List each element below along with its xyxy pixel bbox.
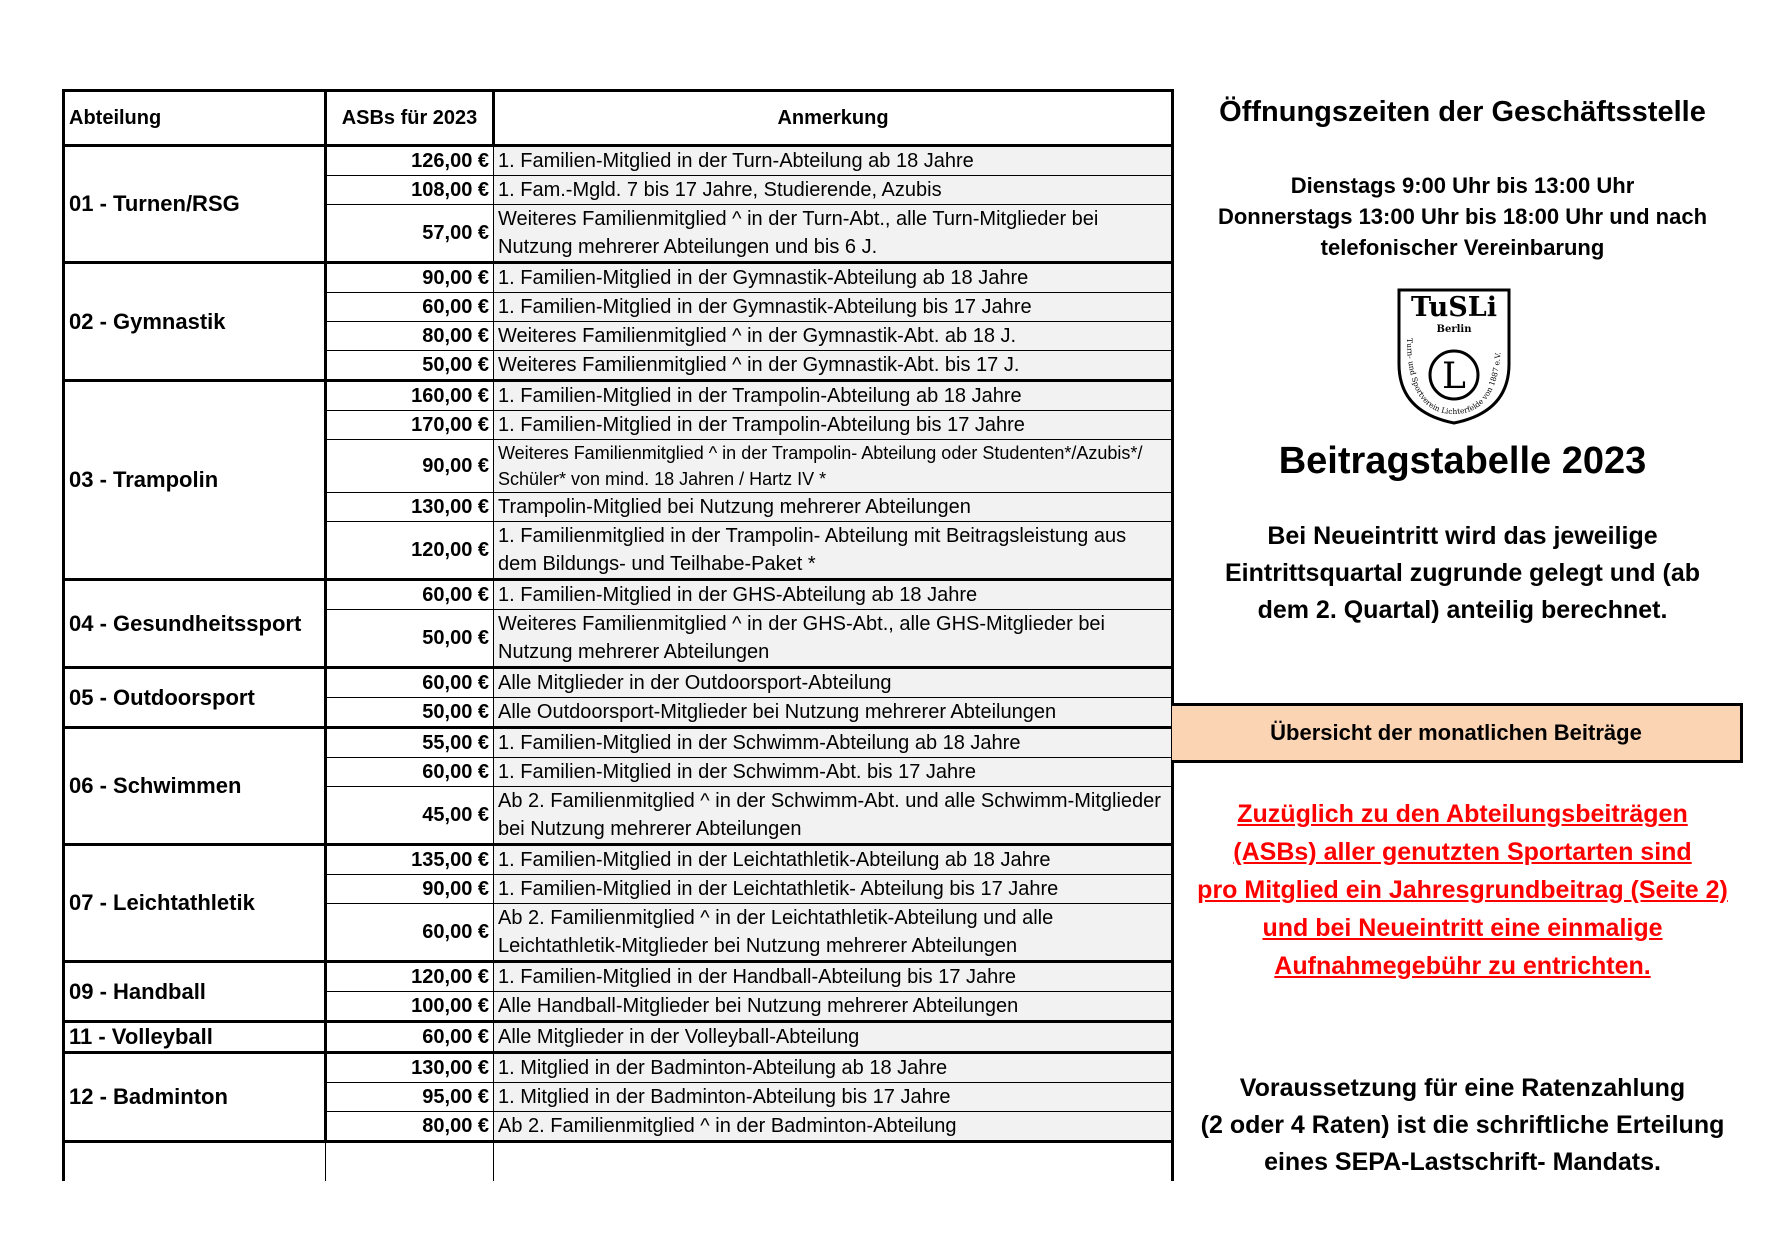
empty-row (64, 1142, 1173, 1182)
logo-ring-text: Turn- und Sportverein Lichterfelde von 1887 e.V. (1404, 338, 1503, 417)
fee-amount: 120,00 € (326, 522, 494, 580)
fee-amount: 130,00 € (326, 493, 494, 522)
fee-amount: 60,00 € (326, 1022, 494, 1053)
fee-amount: 90,00 € (326, 440, 494, 493)
installment-note (1175, 1070, 1750, 1181)
fee-amount: 126,00 € (326, 146, 494, 176)
fee-remark: 1. Familien-Mitglied in der Gymnastik-Abteilung bis 17 Jahre (494, 293, 1173, 322)
department-group (64, 728, 1173, 845)
fee-amount: 170,00 € (326, 411, 494, 440)
department-group (64, 1022, 1173, 1053)
empty-cell (64, 1142, 326, 1182)
department-name: 02 - Gymnastik (64, 263, 326, 381)
fee-remark: 1. Familien-Mitglied in der Handball-Abteilung bis 17 Jahre (494, 962, 1173, 992)
department-group (64, 263, 1173, 381)
logo-name: TuSLi (1411, 292, 1497, 323)
fee-amount: 60,00 € (326, 668, 494, 698)
opening-line-appointment: telefonischer Vereinbarung (1320, 235, 1605, 260)
opening-line-tuesday: Dienstags 9:00 Uhr bis 13:00 Uhr (1290, 173, 1635, 198)
fee-remark: 1. Familienmitglied in der Trampolin- Abteilung mit Beitragsleistung aus dem Bildungs- und Teilhabe-Paket * (494, 522, 1173, 580)
fee-remark: Alle Mitglieder in der Outdoorsport-Abteilung (494, 668, 1173, 698)
fee-remark: Alle Handball-Mitglieder bei Nutzung mehrerer Abteilungen (494, 992, 1173, 1022)
department-name: 05 - Outdoorsport (64, 668, 326, 728)
department-group (64, 580, 1173, 668)
fee-remark: Ab 2. Familienmitglied ^ in der Leichtathletik-Abteilung und alle Leichtathletik-Mitglieder bei Nutzung mehrerer Abteilungen (494, 904, 1173, 962)
department-group (64, 962, 1173, 1022)
department-name: 09 - Handball (64, 962, 326, 1022)
fee-remark: 1. Familien-Mitglied in der GHS-Abteilung ab 18 Jahre (494, 580, 1173, 610)
fee-remark: Weiteres Familienmitglied ^ in der Gymnastik-Abt. ab 18 J. (494, 322, 1173, 351)
fee-amount: 60,00 € (326, 580, 494, 610)
fee-amount: 108,00 € (326, 176, 494, 205)
empty-cell (494, 1142, 1173, 1182)
fee-amount: 45,00 € (326, 787, 494, 845)
neueintritt-line: Eintrittsquartal zugrunde gelegt und (ab (1225, 559, 1700, 587)
fee-amount: 60,00 € (326, 758, 494, 787)
department-group (64, 668, 1173, 728)
department-name: 12 - Badminton (64, 1053, 326, 1142)
fee-remark: Alle Outdoorsport-Mitglieder bei Nutzung mehrerer Abteilungen (494, 698, 1173, 728)
department-name: 06 - Schwimmen (64, 728, 326, 845)
fee-remark: Weiteres Familienmitglied ^ in der Turn-Abt., alle Turn-Mitglieder bei Nutzung mehrerer Abteilungen und bis 6 J. (494, 205, 1173, 263)
fee-remark: 1. Fam.-Mgld. 7 bis 17 Jahre, Studierende, Azubis (494, 176, 1173, 205)
fee-remark: 1. Familien-Mitglied in der Schwimm-Abt. bis 17 Jahre (494, 758, 1173, 787)
neueintritt-line: dem 2. Quartal) anteilig berechnet. (1257, 596, 1668, 624)
department-name: 04 - Gesundheitssport (64, 580, 326, 668)
department-name: 11 - Volleyball (64, 1022, 326, 1053)
red-note-line: Zuzüglich zu den Abteilungsbeiträgen (1237, 800, 1688, 828)
table-row (64, 263, 1173, 293)
table-row (64, 1053, 1173, 1083)
fee-remark: 1. Mitglied in der Badminton-Abteilung ab 18 Jahre (494, 1053, 1173, 1083)
club-logo (1393, 286, 1515, 426)
fee-remark: Ab 2. Familienmitglied ^ in der Schwimm-Abt. und alle Schwimm-Mitglieder bei Nutzung mehrerer Abteilungen (494, 787, 1173, 845)
fee-remark: Weiteres Familienmitglied ^ in der GHS-Abt., alle GHS-Mitglieder bei Nutzung mehrerer Abteilungen (494, 610, 1173, 668)
fee-amount: 95,00 € (326, 1083, 494, 1112)
fee-amount: 100,00 € (326, 992, 494, 1022)
department-group (64, 1053, 1173, 1142)
department-name: 01 - Turnen/RSG (64, 146, 326, 263)
additional-fees-note (1175, 795, 1750, 985)
fee-remark: Weiteres Familienmitglied ^ in der Trampolin- Abteilung oder Studenten*/Azubis*/ Schüler* von mind. 18 Jahren / Hartz IV * (494, 440, 1173, 493)
department-group (64, 845, 1173, 962)
fee-remark: Alle Mitglieder in der Volleyball-Abteilung (494, 1022, 1173, 1053)
fee-amount: 80,00 € (326, 1112, 494, 1142)
main-title: Beitragstabelle 2023 (1278, 440, 1647, 482)
fee-amount: 120,00 € (326, 962, 494, 992)
department-group (64, 146, 1173, 263)
department-group (64, 381, 1173, 580)
opening-line-thursday: Donnerstags 13:00 Uhr bis 18:00 Uhr und nach (1217, 204, 1708, 229)
fee-remark: 1. Familien-Mitglied in der Leichtathletik-Abteilung ab 18 Jahre (494, 845, 1173, 875)
neueintritt-line: Bei Neueintritt wird das jeweilige (1267, 522, 1658, 550)
red-note-line: pro Mitglied ein Jahresgrundbeitrag (Seite 2) (1197, 876, 1728, 904)
logo-letter: L (1442, 356, 1466, 397)
fee-amount: 160,00 € (326, 381, 494, 411)
red-note-line: (ASBs) aller genutzten Sportarten sind (1233, 838, 1692, 866)
table-row (64, 845, 1173, 875)
department-name: 03 - Trampolin (64, 381, 326, 580)
fee-amount: 60,00 € (326, 293, 494, 322)
fee-amount: 90,00 € (326, 263, 494, 293)
fee-remark: 1. Familien-Mitglied in der Trampolin-Abteilung ab 18 Jahre (494, 381, 1173, 411)
fee-remark: Ab 2. Familienmitglied ^ in der Badminton-Abteilung (494, 1112, 1173, 1142)
table-row (64, 668, 1173, 698)
fee-amount: 90,00 € (326, 875, 494, 904)
fee-amount: 80,00 € (326, 322, 494, 351)
fee-remark: Trampolin-Mitglied bei Nutzung mehrerer Abteilungen (494, 493, 1173, 522)
fee-remark: 1. Familien-Mitglied in der Turn-Abteilung ab 18 Jahre (494, 146, 1173, 176)
fee-remark: 1. Mitglied in der Badminton-Abteilung bis 17 Jahre (494, 1083, 1173, 1112)
fee-table (62, 89, 1174, 1181)
table-row (64, 962, 1173, 992)
fee-amount: 50,00 € (326, 351, 494, 381)
installment-line: (2 oder 4 Raten) ist die schriftliche Erteilung (1200, 1111, 1725, 1139)
empty-cell (326, 1142, 494, 1182)
table-header-row (64, 91, 1173, 146)
table-row (64, 381, 1173, 411)
fee-remark: 1. Familien-Mitglied in der Trampolin-Abteilung bis 17 Jahre (494, 411, 1173, 440)
fee-amount: 130,00 € (326, 1053, 494, 1083)
opening-hours-title: Öffnungszeiten der Geschäftsstelle (1219, 96, 1706, 128)
red-note-line: Aufnahmegebühr zu entrichten. (1274, 952, 1651, 980)
fee-remark: 1. Familien-Mitglied in der Schwimm-Abteilung ab 18 Jahre (494, 728, 1173, 758)
neueintritt-note (1175, 518, 1750, 629)
installment-line: Voraussetzung für eine Ratenzahlung (1239, 1074, 1686, 1102)
table-row (64, 580, 1173, 610)
table-row (64, 1022, 1173, 1053)
fee-amount: 50,00 € (326, 610, 494, 668)
fee-amount: 55,00 € (326, 728, 494, 758)
red-note-line: und bei Neueintritt eine einmalige (1262, 914, 1663, 942)
installment-line: eines SEPA-Lastschrift- Mandats. (1264, 1148, 1661, 1176)
table-row (64, 728, 1173, 758)
header-department: Abteilung (64, 91, 326, 146)
department-name: 07 - Leichtathletik (64, 845, 326, 962)
fee-amount: 135,00 € (326, 845, 494, 875)
fee-remark: 1. Familien-Mitglied in der Gymnastik-Abteilung ab 18 Jahre (494, 263, 1173, 293)
overview-box: Übersicht der monatlichen Beiträge (1171, 703, 1743, 763)
table-row (64, 146, 1173, 176)
fee-amount: 50,00 € (326, 698, 494, 728)
header-asb: ASBs für 2023 (326, 91, 494, 146)
fee-remark: 1. Familien-Mitglied in der Leichtathletik- Abteilung bis 17 Jahre (494, 875, 1173, 904)
fee-amount: 60,00 € (326, 904, 494, 962)
header-remark: Anmerkung (494, 91, 1173, 146)
fee-remark: Weiteres Familienmitglied ^ in der Gymnastik-Abt. bis 17 J. (494, 351, 1173, 381)
logo-city: Berlin (1436, 324, 1472, 335)
opening-hours (1175, 170, 1750, 263)
fee-amount: 57,00 € (326, 205, 494, 263)
